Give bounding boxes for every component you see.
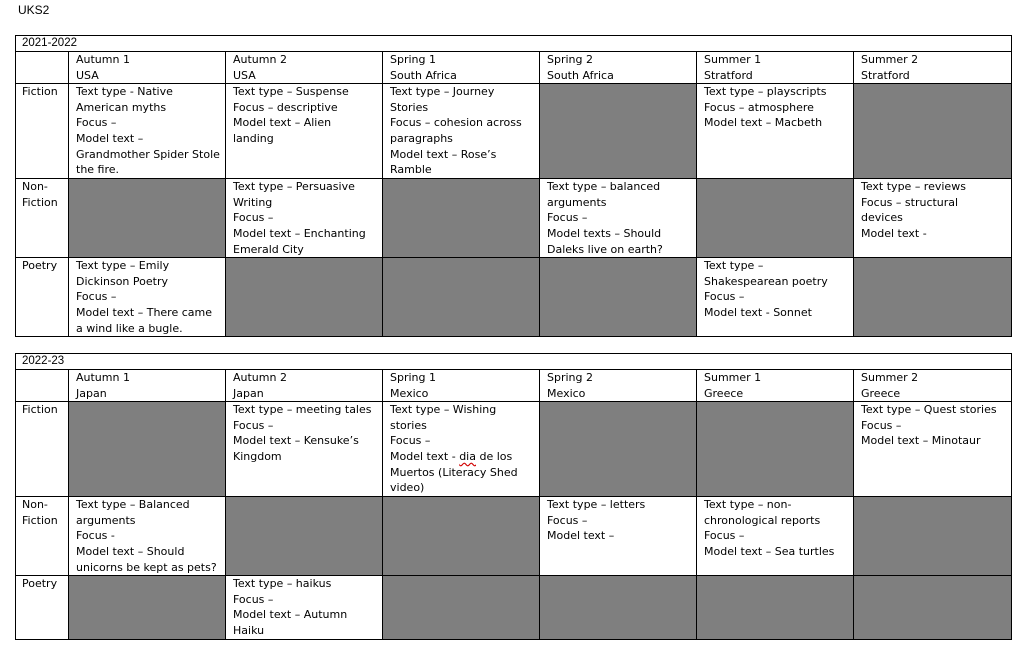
empty-cell — [226, 497, 383, 576]
cell-line: Model text – — [76, 131, 144, 145]
cell-line: Model text – Macbeth — [704, 116, 823, 130]
empty-cell — [854, 497, 1012, 576]
empty-cell — [540, 576, 697, 639]
plan-cell — [383, 402, 540, 497]
cell-line: Text type – playscripts — [704, 85, 827, 99]
cell-line: Model text – Kensuke’s — [233, 434, 359, 448]
cell-line: Focus – — [233, 592, 274, 606]
plan-table-2021-2022 — [15, 35, 1012, 337]
term-header-row — [16, 52, 1012, 84]
cell-line: Model text – — [547, 529, 615, 543]
empty-cell — [540, 84, 697, 179]
cell-line: Focus – — [233, 211, 274, 225]
term-header: Summer 2 Greece — [854, 370, 1012, 402]
term-header: Spring 2 Mexico — [540, 370, 697, 402]
cell-line: Text type – Suspense — [233, 85, 349, 99]
plan-cell — [854, 402, 1012, 497]
empty-cell — [383, 258, 540, 337]
poetry-row — [16, 258, 1012, 337]
cell-line: Focus – cohesion across — [390, 116, 522, 130]
empty-cell — [383, 497, 540, 576]
empty-cell — [69, 576, 226, 639]
cell-line: stories — [390, 418, 427, 432]
cell-line: Model text – Enchanting — [233, 226, 366, 240]
row-label-poetry: Poetry — [16, 576, 69, 639]
plan-cell — [69, 497, 226, 576]
row-label-nonfiction: Non- Fiction — [16, 179, 69, 258]
empty-cell — [226, 258, 383, 337]
spellcheck-underline: dia — [459, 449, 476, 463]
empty-cell — [69, 179, 226, 258]
row-label-poetry: Poetry — [16, 258, 69, 337]
cell-line: Text type – Balanced — [76, 498, 190, 512]
empty-cell — [854, 84, 1012, 179]
plan-cell — [226, 402, 383, 497]
empty-cell — [69, 402, 226, 497]
row-label-fiction: Fiction — [16, 84, 69, 179]
term-header: Autumn 2 Japan — [226, 370, 383, 402]
cell-line: Focus – — [76, 290, 117, 304]
cell-line: Text type – Quest stories — [861, 403, 997, 417]
empty-cell — [854, 258, 1012, 337]
plan-cell — [226, 179, 383, 258]
empty-cell — [540, 402, 697, 497]
cell-line: the fire. — [76, 163, 120, 177]
cell-line: Model text – Should — [76, 544, 185, 558]
poetry-row — [16, 576, 1012, 639]
empty-cell — [383, 576, 540, 639]
plan-table-2022-23 — [15, 353, 1012, 640]
row-label-fiction: Fiction — [16, 402, 69, 497]
plan-cell — [697, 497, 854, 576]
cell-line: Model text - — [861, 226, 927, 240]
empty-cell — [697, 576, 854, 639]
plan-cell — [383, 84, 540, 179]
term-header: Spring 2 South Africa — [540, 52, 697, 84]
cell-line: Model text – Rose’s — [390, 147, 497, 161]
cell-line: Text type – meeting tales — [233, 403, 372, 417]
term-header: Spring 1 Mexico — [383, 370, 540, 402]
term-header: Summer 1 Stratford — [697, 52, 854, 84]
fiction-row — [16, 402, 1012, 497]
cell-line: Muertos (Literacy Shed — [390, 465, 518, 479]
cell-line: Model texts – Should — [547, 226, 662, 240]
cell-line: a wind like a bugle. — [76, 321, 183, 335]
term-header: Summer 2 Stratford — [854, 52, 1012, 84]
cell-line: paragraphs — [390, 131, 453, 145]
cell-line: Model text – Autumn — [233, 608, 348, 622]
corner-cell — [16, 52, 69, 84]
empty-cell — [540, 258, 697, 337]
corner-cell — [16, 370, 69, 402]
cell-line: Text type – balanced — [547, 180, 661, 194]
nonfiction-row — [16, 179, 1012, 258]
cell-line: Focus – — [704, 529, 745, 543]
plan-cell — [540, 497, 697, 576]
cell-line: Text type – Emily — [76, 259, 170, 273]
year-heading: 2022-23 — [16, 354, 1012, 370]
plan-cell — [69, 84, 226, 179]
cell-line: video) — [390, 481, 425, 495]
cell-line: Focus – — [547, 513, 588, 527]
cell-line: Focus – structural — [861, 195, 959, 209]
empty-cell — [383, 179, 540, 258]
row-label-nonfiction: Non- Fiction — [16, 497, 69, 576]
cell-line: arguments — [547, 195, 607, 209]
term-header: Autumn 1 USA — [69, 52, 226, 84]
cell-line: Focus – — [233, 418, 274, 432]
cell-line: chronological reports — [704, 513, 821, 527]
cell-line: Emerald City — [233, 242, 304, 256]
term-header: Autumn 2 USA — [226, 52, 383, 84]
cell-line: Daleks live on earth? — [547, 242, 663, 256]
plan-cell — [69, 258, 226, 337]
cell-line: Focus – — [547, 211, 588, 225]
cell-line: Focus – — [861, 418, 902, 432]
cell-line: Writing — [233, 195, 273, 209]
cell-line: devices — [861, 211, 903, 225]
cell-line: Focus – — [390, 434, 431, 448]
cell-line: Shakespearean poetry — [704, 274, 828, 288]
empty-cell — [697, 179, 854, 258]
empty-cell — [697, 402, 854, 497]
plan-cell — [226, 84, 383, 179]
cell-line: Dickinson Poetry — [76, 274, 168, 288]
cell-line: Text type – Wishing — [390, 403, 497, 417]
cell-line: American myths — [76, 100, 167, 114]
cell-line: Model text - Sonnet — [704, 305, 812, 319]
cell-line: Text type – reviews — [861, 180, 966, 194]
cell-line: Stories — [390, 100, 429, 114]
cell-line: Model text - dia de los — [390, 449, 513, 463]
cell-line: Text type – Persuasive — [233, 180, 355, 194]
cell-line: Haiku — [233, 623, 265, 637]
plan-cell — [854, 179, 1012, 258]
cell-line: Model text – Alien — [233, 116, 332, 130]
term-header: Summer 1 Greece — [697, 370, 854, 402]
cell-line: Model text – There came — [76, 305, 213, 319]
fiction-row — [16, 84, 1012, 179]
cell-line: Text type – non- — [704, 498, 792, 512]
cell-line: Focus – — [704, 290, 745, 304]
cell-line: arguments — [76, 513, 136, 527]
cell-line: Focus – atmosphere — [704, 100, 814, 114]
cell-line: Text type – — [704, 259, 764, 273]
year-heading: 2021-2022 — [16, 36, 1012, 52]
cell-line: Text type – Journey — [390, 85, 495, 99]
nonfiction-row — [16, 497, 1012, 576]
cell-line: Text type – letters — [547, 498, 646, 512]
cell-line: Kingdom — [233, 449, 282, 463]
cell-line: Text type - Native — [76, 85, 173, 99]
plan-cell — [697, 84, 854, 179]
term-header-row — [16, 370, 1012, 402]
empty-cell — [854, 576, 1012, 639]
cell-line: Grandmother Spider Stole — [76, 147, 220, 161]
document-title: UKS2 — [18, 3, 50, 17]
plan-cell — [226, 576, 383, 639]
plan-cell — [697, 258, 854, 337]
cell-line: Focus – — [76, 116, 117, 130]
cell-line: unicorns be kept as pets? — [76, 560, 217, 574]
term-header: Autumn 1 Japan — [69, 370, 226, 402]
cell-line: Focus – descriptive — [233, 100, 338, 114]
cell-line: Model text – Minotaur — [861, 434, 981, 448]
cell-line: Ramble — [390, 163, 432, 177]
plan-cell — [540, 179, 697, 258]
cell-line: Text type – haikus — [233, 577, 332, 591]
cell-line: Focus - — [76, 529, 115, 543]
cell-line: landing — [233, 131, 274, 145]
cell-line: Model text – Sea turtles — [704, 544, 835, 558]
term-header: Spring 1 South Africa — [383, 52, 540, 84]
